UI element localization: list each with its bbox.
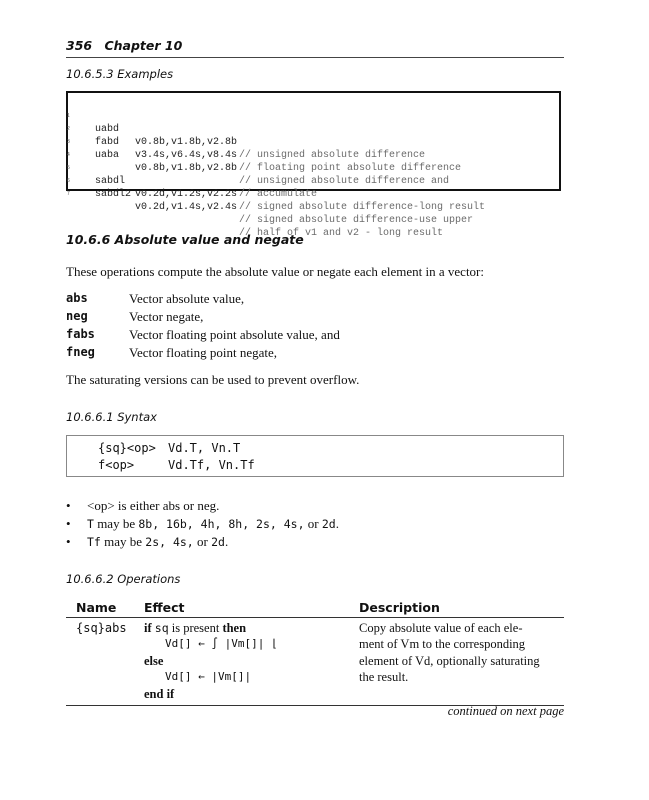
code-opcode: uabd bbox=[95, 124, 120, 135]
column-header-name: Name bbox=[76, 600, 117, 615]
line-number: 5 bbox=[67, 165, 70, 171]
code-operands: v3.4s,v6.4s,v8.4s bbox=[135, 150, 238, 161]
code-comment: // floating point absolute difference bbox=[239, 163, 462, 174]
continued-note: continued on next page bbox=[447, 704, 564, 718]
code-operands: v0.2d,v1.4s,v2.4s bbox=[135, 202, 238, 213]
code-comment: // unsigned absolute difference and bbox=[239, 176, 450, 187]
description-line: element of Vd, optionally saturating bbox=[359, 654, 540, 668]
effect-else: else bbox=[144, 654, 164, 668]
code-term: 2d bbox=[321, 517, 336, 531]
intro-paragraph: These operations compute the absolute value or negate each element in a vector: bbox=[66, 264, 484, 279]
line-number: 6 bbox=[67, 178, 70, 184]
code-opcode: sabdl bbox=[95, 176, 126, 187]
header-rule bbox=[66, 57, 564, 58]
definition-term: fneg bbox=[66, 345, 95, 359]
code-comment: // signed absolute difference-long result bbox=[239, 202, 486, 213]
code-comment: // unsigned absolute difference bbox=[239, 150, 426, 161]
code-opcode: fabd bbox=[95, 137, 120, 148]
code-operands: v0.8b,v1.8b,v2.8b bbox=[135, 163, 238, 174]
effect-if-line: if sq is present then bbox=[144, 621, 247, 635]
code-listing bbox=[66, 91, 561, 239]
syntax-form: {sq}<op> bbox=[98, 441, 156, 455]
code-operands: v0.8b,v1.8b,v2.8b bbox=[135, 137, 238, 148]
column-header-description: Description bbox=[359, 600, 440, 615]
definition-term: neg bbox=[66, 309, 88, 323]
description-line: the result. bbox=[359, 670, 409, 684]
operation-name: {sq}abs bbox=[76, 621, 127, 635]
code-operands: v0.2d,v1.2s,v2.2s bbox=[135, 189, 238, 200]
code-comment: // signed absolute difference-use upper bbox=[239, 215, 474, 226]
syntax-operands: Vd.T, Vn.T bbox=[168, 441, 241, 455]
definition-desc: Vector negate, bbox=[129, 309, 204, 324]
definition-term: fabs bbox=[66, 327, 95, 341]
code-term: T bbox=[87, 517, 94, 531]
code-term: 2d bbox=[211, 535, 225, 549]
chapter-title: Chapter 10 bbox=[104, 38, 183, 53]
saturate-note: The saturating versions can be used to prevent overflow. bbox=[66, 372, 360, 387]
effect-end-if: end if bbox=[144, 687, 175, 701]
description-line: Copy absolute value of each ele- bbox=[359, 621, 523, 635]
syntax-operands: Vd.Tf, Vn.Tf bbox=[168, 458, 255, 472]
column-header-effect: Effect bbox=[144, 600, 185, 615]
line-number: 1 bbox=[67, 113, 70, 119]
line-number: 3 bbox=[67, 139, 70, 145]
code-term: neg bbox=[197, 498, 217, 513]
definition-desc: Vector floating point absolute value, and bbox=[129, 327, 340, 342]
section-heading: 10.6.6 Absolute value and negate bbox=[66, 232, 304, 247]
definition-term: abs bbox=[66, 291, 88, 305]
page-number: 356 bbox=[66, 38, 93, 53]
table-rule bbox=[66, 617, 564, 618]
effect-assign: Vd[] ← |Vm[]| bbox=[165, 670, 252, 683]
syntax-box bbox=[66, 435, 564, 477]
syntax-heading: 10.6.6.1 Syntax bbox=[66, 410, 157, 424]
code-term: <op> bbox=[87, 498, 115, 513]
line-number: 7 bbox=[67, 191, 70, 197]
description-line: ment of Vm to the corresponding bbox=[359, 637, 526, 651]
definition-desc: Vector absolute value, bbox=[129, 291, 245, 306]
code-opcode: sabdl2 bbox=[95, 189, 132, 200]
code-term: Tf bbox=[87, 535, 101, 549]
code-term: 8b, 16b, 4h, 8h, 2s, 4s, bbox=[138, 517, 305, 531]
code-opcode: uaba bbox=[95, 150, 120, 161]
line-number: 2 bbox=[67, 126, 70, 132]
definition-desc: Vector floating point negate, bbox=[129, 345, 278, 360]
code-comment: // half of v1 and v2 - long result bbox=[239, 228, 444, 239]
operations-heading: 10.6.6.2 Operations bbox=[66, 572, 181, 586]
examples-heading: 10.6.5.3 Examples bbox=[66, 67, 174, 81]
effect-saturating-assign: Vd[] ← ∫ |Vm[]| ⌊ bbox=[165, 637, 278, 650]
syntax-form: f<op> bbox=[98, 458, 135, 472]
code-term: 2s, 4s, bbox=[145, 535, 194, 549]
code-term: abs bbox=[162, 498, 181, 513]
line-number: 4 bbox=[67, 152, 70, 158]
code-comment: // accumulate bbox=[239, 189, 318, 200]
running-head bbox=[66, 38, 564, 53]
